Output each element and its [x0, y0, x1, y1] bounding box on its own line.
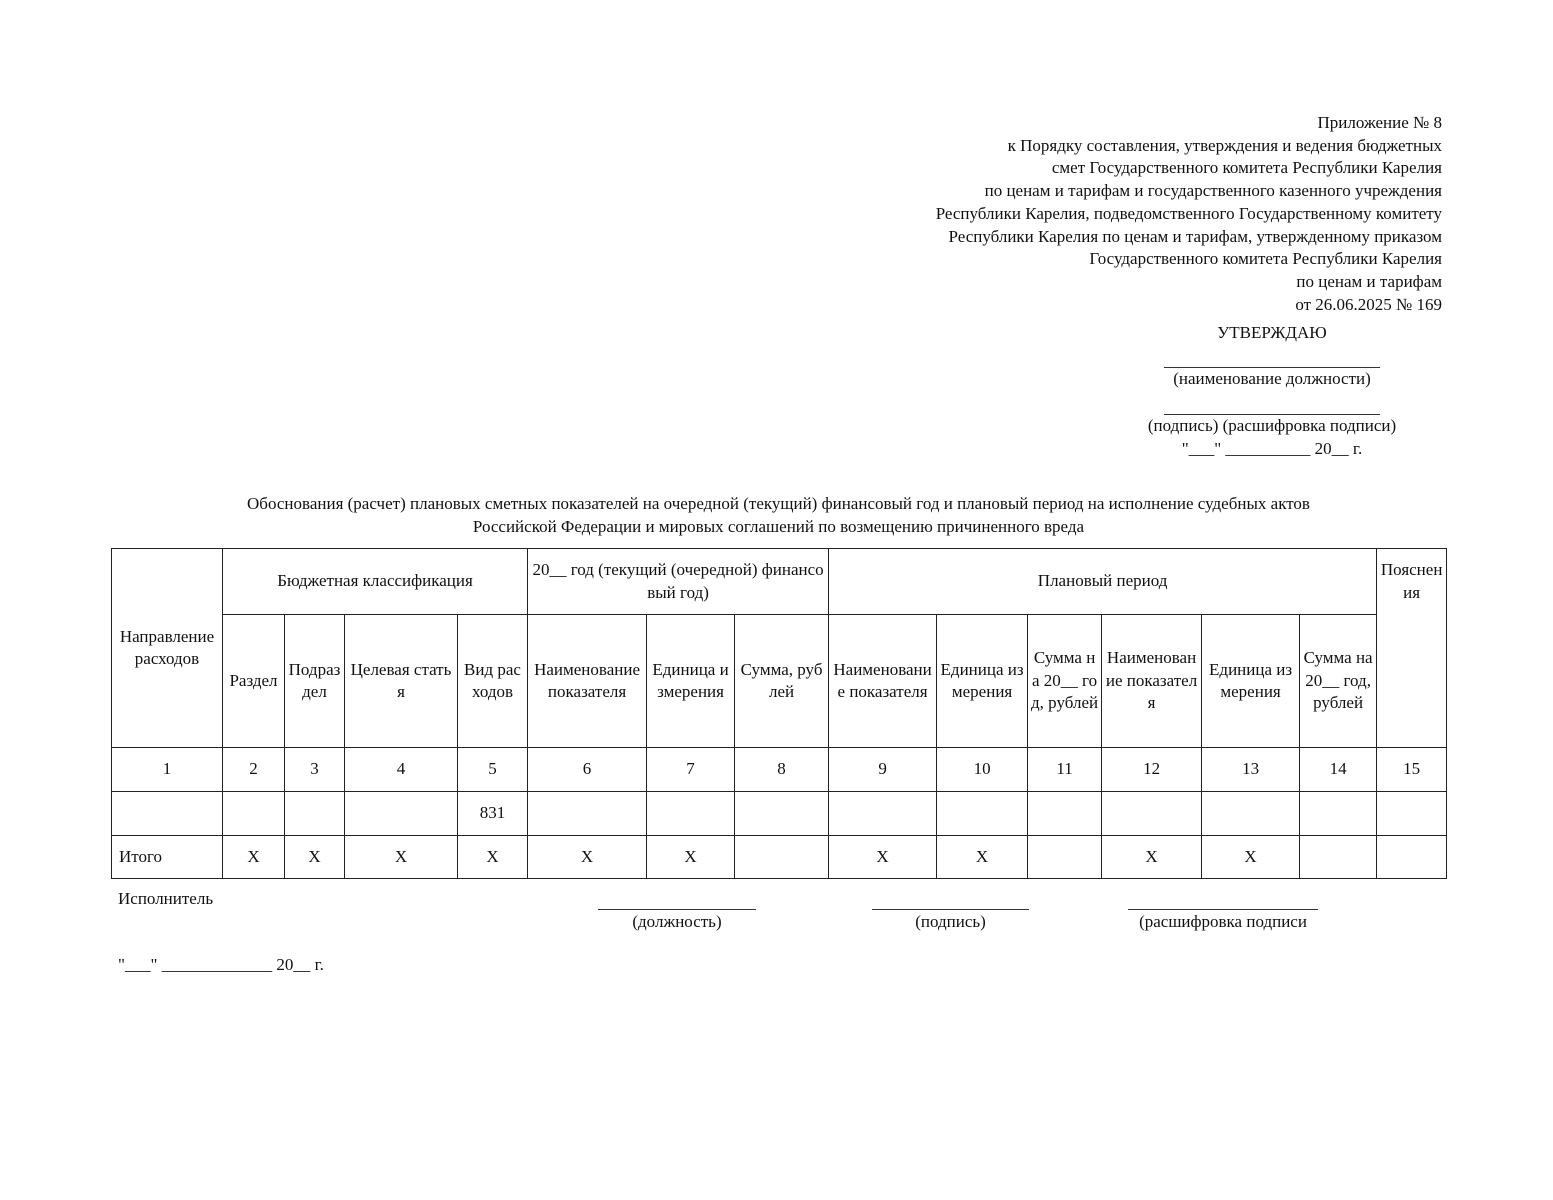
- table-cell: [829, 792, 937, 836]
- appendix-line: по ценам и тарифам и государственного казенного учреждения: [984, 181, 1442, 201]
- position-caption: (должность): [632, 912, 722, 931]
- table-cell: [1377, 836, 1447, 879]
- column-number: 4: [345, 748, 458, 792]
- table-cell: [1202, 792, 1300, 836]
- col-header-target-item: Целевая статья: [345, 615, 458, 748]
- executor-label: Исполнитель: [118, 889, 214, 908]
- appendix-line: смет Государственного комитета Республики Карелия: [1051, 158, 1442, 178]
- col-header-plan-period: Плановый период: [829, 549, 1377, 615]
- column-number: 11: [1028, 748, 1102, 792]
- table-cell: [528, 792, 647, 836]
- table-cell: [112, 792, 223, 836]
- table-cell: Х: [345, 836, 458, 879]
- header-row-2: [112, 615, 1447, 748]
- column-number: 8: [735, 748, 829, 792]
- column-number: 6: [528, 748, 647, 792]
- appendix-line: к Порядку составления, утверждения и ведения бюджетных: [1007, 135, 1442, 155]
- table-cell: [647, 792, 735, 836]
- budget-form-table: [111, 548, 1447, 879]
- table-row: [112, 792, 1447, 836]
- position-line: [1164, 355, 1380, 368]
- column-number: 12: [1102, 748, 1202, 792]
- table-cell: 831: [458, 792, 528, 836]
- col-header-budget-class: Бюджетная классификация: [223, 549, 528, 615]
- table-cell: Х: [829, 836, 937, 879]
- appendix-line: Государственного комитета Республики Карелия: [1089, 249, 1442, 269]
- appendix-line: по ценам и тарифам: [1296, 271, 1442, 291]
- column-number-row: [112, 748, 1447, 792]
- table-cell: Х: [647, 836, 735, 879]
- column-number: 13: [1202, 748, 1300, 792]
- table-cell: Х: [1102, 836, 1202, 879]
- col-header-direction: Направление расходов: [112, 549, 223, 748]
- column-number: 3: [285, 748, 345, 792]
- col-header-section: Раздел: [223, 615, 285, 748]
- column-number: 9: [829, 748, 937, 792]
- col-header-unit: Единица измерения: [937, 615, 1028, 748]
- col-header-indicator-name: Наименование показателя: [528, 615, 647, 748]
- column-number: 2: [223, 748, 285, 792]
- column-number: 10: [937, 748, 1028, 792]
- title-line-1: Обоснования (расчет) плановых сметных показателей на очередной (текущий) финансовый год и плановый период на исполнение судебных актов: [247, 494, 1310, 513]
- appendix-line: от 26.06.2025 № 169: [1295, 294, 1442, 314]
- approval-heading: УТВЕРЖДАЮ: [1217, 323, 1327, 342]
- signature-caption: (подпись): [915, 912, 986, 931]
- table-cell: Х: [458, 836, 528, 879]
- table-cell: [1300, 792, 1377, 836]
- table-cell: Х: [285, 836, 345, 879]
- col-header-subsection: Подраздел: [285, 615, 345, 748]
- column-number: 14: [1300, 748, 1377, 792]
- table-cell: [285, 792, 345, 836]
- total-label: Итого: [112, 836, 223, 879]
- appendix-block: [936, 112, 1442, 316]
- column-number: 5: [458, 748, 528, 792]
- position-caption: (наименование должности): [1173, 368, 1371, 388]
- table-cell: [735, 836, 829, 879]
- col-header-sum: Сумма на 20__ год, рублей: [1028, 615, 1102, 748]
- table-cell: Х: [528, 836, 647, 879]
- executor-position-field: [598, 909, 756, 933]
- table-cell: [345, 792, 458, 836]
- table-cell: Х: [1202, 836, 1300, 879]
- approval-date: "___" __________ 20__ г.: [1181, 439, 1363, 459]
- signature-line: [1164, 402, 1380, 415]
- column-number: 15: [1377, 748, 1447, 792]
- table-cell: Х: [937, 836, 1028, 879]
- executor-date: "___" _____________ 20__ г.: [118, 955, 324, 974]
- header-row-1: [112, 549, 1447, 615]
- table-cell: [223, 792, 285, 836]
- decoding-caption: (расшифровка подписи: [1139, 912, 1307, 931]
- appendix-line: Республики Карелия, подведомственного Государственному комитету: [935, 203, 1442, 223]
- executor-decoding-field: [1128, 909, 1318, 933]
- appendix-line: Республики Карелия по ценам и тарифам, утвержденному приказом: [948, 226, 1442, 246]
- col-header-current-year: 20__ год (текущий (очередной) финансовый год): [528, 549, 829, 615]
- document-title: [111, 492, 1446, 538]
- title-line-2: Российской Федерации и мировых соглашений по возмещению причиненного вреда: [472, 517, 1085, 536]
- executor-signature-field: [872, 909, 1029, 933]
- table-cell: [1028, 792, 1102, 836]
- table-cell: [1377, 792, 1447, 836]
- appendix-line: Приложение № 8: [1317, 113, 1442, 132]
- total-row: [112, 836, 1447, 879]
- table-cell: [735, 792, 829, 836]
- column-number: 1: [112, 748, 223, 792]
- col-header-indicator-name: Наименование показателя: [1102, 615, 1202, 748]
- table-cell: [1102, 792, 1202, 836]
- table-cell: [1300, 836, 1377, 879]
- col-header-unit: Единица измерения: [647, 615, 735, 748]
- col-header-indicator-name: Наименование показателя: [829, 615, 937, 748]
- col-header-expense-type: Вид расходов: [458, 615, 528, 748]
- table-cell: Х: [223, 836, 285, 879]
- approval-block: [1112, 322, 1432, 461]
- signature-caption: (подпись) (расшифровка подписи): [1147, 416, 1397, 436]
- col-header-sum: Сумма, рублей: [735, 615, 829, 748]
- col-header-notes: Пояснения: [1377, 549, 1447, 748]
- column-number: 7: [647, 748, 735, 792]
- col-header-unit: Единица измерения: [1202, 615, 1300, 748]
- col-header-sum: Сумма на 20__ год, рублей: [1300, 615, 1377, 748]
- table-cell: [937, 792, 1028, 836]
- table-cell: [1028, 836, 1102, 879]
